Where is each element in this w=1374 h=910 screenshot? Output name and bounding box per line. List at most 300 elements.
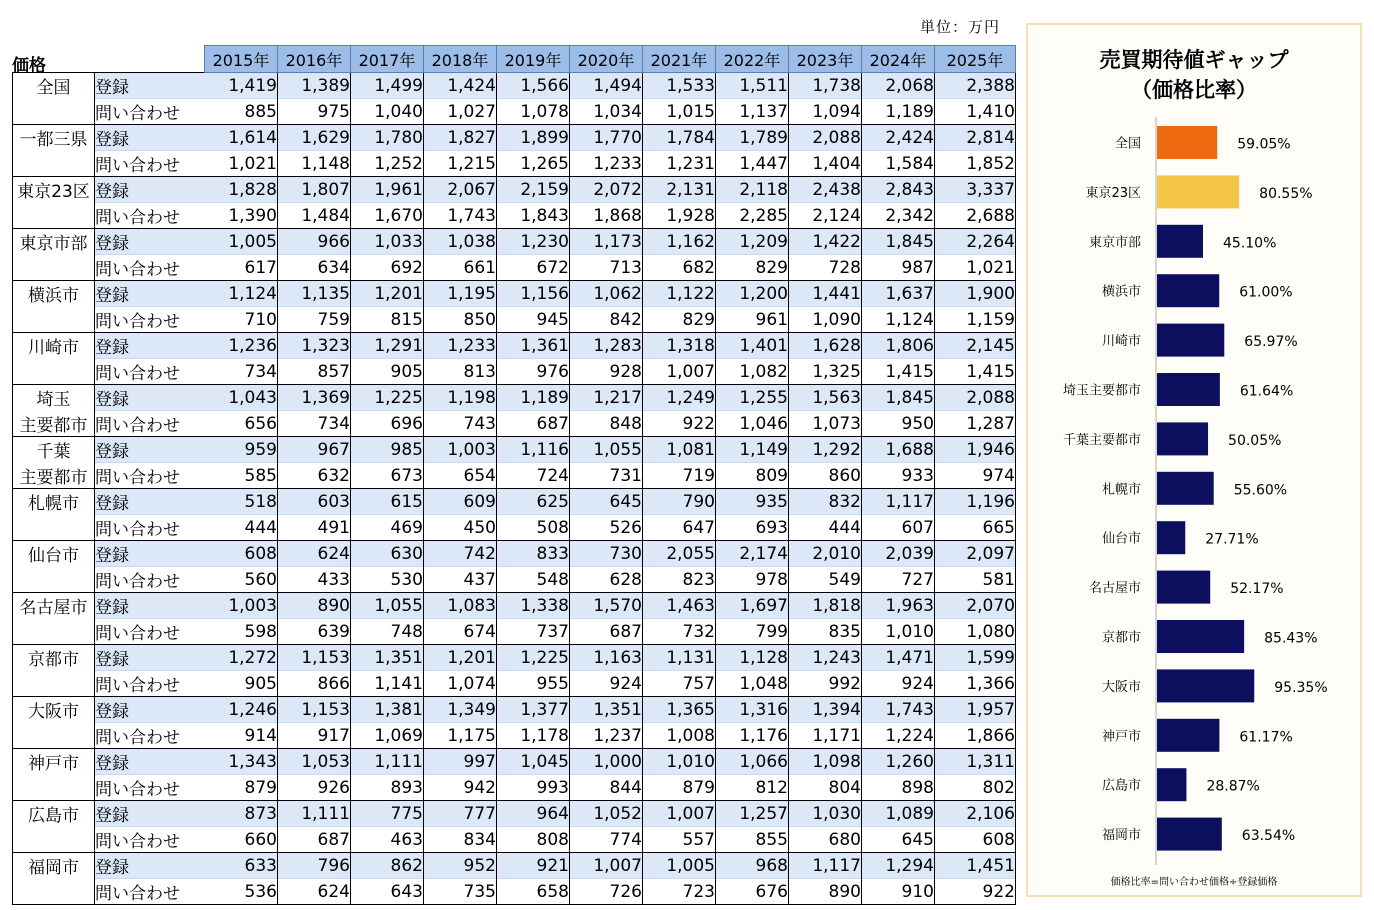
price-cell: 742 [424, 541, 497, 567]
price-cell: 922 [643, 411, 716, 437]
price-cell: 1,233 [424, 333, 497, 359]
price-cell: 710 [205, 307, 278, 333]
price-cell: 645 [570, 489, 643, 515]
price-cell: 1,743 [424, 203, 497, 229]
table-row-registered [13, 73, 1016, 99]
price-cell: 964 [497, 801, 570, 827]
price-cell: 625 [497, 489, 570, 515]
region-name: 東京23区 [13, 177, 95, 203]
price-cell: 924 [570, 671, 643, 697]
table-row-inquiry [13, 671, 1016, 697]
price-cell: 942 [424, 775, 497, 801]
price-cell: 1,287 [935, 411, 1016, 437]
price-cell: 1,225 [351, 385, 424, 411]
price-cell: 748 [351, 619, 424, 645]
price-cell: 1,000 [570, 749, 643, 775]
price-cell: 808 [497, 827, 570, 853]
region-name: 名古屋市 [13, 593, 95, 619]
price-cell: 955 [497, 671, 570, 697]
chart-value-label: 61.00% [1239, 284, 1293, 301]
row-kind-registered: 登録 [95, 593, 205, 619]
price-cell: 1,243 [789, 645, 862, 671]
chart-category-label: 東京23区 [1085, 185, 1141, 201]
price-cell: 692 [351, 255, 424, 281]
region-name [13, 151, 95, 177]
price-cell: 2,174 [716, 541, 789, 567]
price-cell: 656 [205, 411, 278, 437]
chart-bar [1157, 719, 1219, 752]
price-cell: 433 [278, 567, 351, 593]
row-kind-inquiry: 問い合わせ [95, 671, 205, 697]
price-cell: 842 [570, 307, 643, 333]
price-cell: 914 [205, 723, 278, 749]
price-cell: 1,124 [862, 307, 935, 333]
year-header: 2017年 [351, 46, 424, 73]
year-header: 2015年 [205, 46, 278, 73]
chart-footnote: 価格比率=問い合わせ価格÷登録価格 [1110, 877, 1278, 888]
price-cell: 1,094 [789, 99, 862, 125]
row-kind-registered: 登録 [95, 73, 205, 99]
price-cell: 1,946 [935, 437, 1016, 463]
price-cell: 2,068 [862, 73, 935, 99]
price-cell: 1,224 [862, 723, 935, 749]
chart-category-label: 横浜市 [1101, 284, 1141, 300]
price-cell: 1,236 [205, 333, 278, 359]
price-cell: 832 [789, 489, 862, 515]
chart-category-label: 名古屋市 [1088, 581, 1141, 597]
region-name: 全国 [13, 73, 95, 99]
unit-label: 単位：万円 [920, 18, 1001, 36]
price-cell: 1,845 [862, 385, 935, 411]
price-cell: 1,868 [570, 203, 643, 229]
price-cell: 1,381 [351, 697, 424, 723]
price-cell: 687 [497, 411, 570, 437]
chart-category-label: 川崎市 [1101, 334, 1141, 350]
price-cell: 734 [278, 411, 351, 437]
row-kind-registered: 登録 [95, 541, 205, 567]
price-cell: 1,046 [716, 411, 789, 437]
price-cell: 687 [278, 827, 351, 853]
table-row-registered [13, 749, 1016, 775]
row-kind-inquiry: 問い合わせ [95, 879, 205, 905]
chart-bar [1157, 571, 1210, 604]
row-kind-inquiry: 問い合わせ [95, 723, 205, 749]
price-cell: 898 [862, 775, 935, 801]
chart-category-label: 広島市 [1101, 778, 1141, 794]
price-cell: 1,351 [570, 697, 643, 723]
table-row-registered [13, 645, 1016, 671]
price-cell: 1,215 [424, 151, 497, 177]
price-cell: 1,265 [497, 151, 570, 177]
table-row-registered [13, 801, 1016, 827]
row-kind-registered: 登録 [95, 437, 205, 463]
row-kind-registered: 登録 [95, 697, 205, 723]
price-cell: 1,377 [497, 697, 570, 723]
table-row-inquiry [13, 463, 1016, 489]
region-name [13, 671, 95, 697]
price-cell: 848 [570, 411, 643, 437]
price-cell: 2,097 [935, 541, 1016, 567]
price-cell: 560 [205, 567, 278, 593]
price-cell: 1,111 [278, 801, 351, 827]
chart-bar [1157, 422, 1208, 455]
region-name [13, 827, 95, 853]
row-kind-inquiry: 問い合わせ [95, 619, 205, 645]
chart-bar [1157, 768, 1186, 801]
price-cell: 585 [205, 463, 278, 489]
price-cell: 1,033 [351, 229, 424, 255]
price-cell: 1,323 [278, 333, 351, 359]
price-cell: 1,111 [351, 749, 424, 775]
chart-value-label: 50.05% [1228, 432, 1282, 449]
price-cell: 968 [716, 853, 789, 879]
region-name: 主要都市 [13, 463, 95, 489]
region-name [13, 99, 95, 125]
price-cell: 974 [935, 463, 1016, 489]
price-cell: 1,189 [497, 385, 570, 411]
price-cell: 1,410 [935, 99, 1016, 125]
price-cell: 1,852 [935, 151, 1016, 177]
price-cell: 1,162 [643, 229, 716, 255]
price-cell: 1,697 [716, 593, 789, 619]
price-cell: 2,688 [935, 203, 1016, 229]
chart-category-label: 仙台市 [1101, 531, 1141, 547]
price-cell: 1,196 [935, 489, 1016, 515]
price-cell: 1,338 [497, 593, 570, 619]
price-cell: 549 [789, 567, 862, 593]
chart-bar [1157, 472, 1214, 505]
year-header: 2016年 [278, 46, 351, 73]
price-cell: 608 [205, 541, 278, 567]
price-cell: 696 [351, 411, 424, 437]
price-cell: 890 [789, 879, 862, 905]
price-cell: 2,264 [935, 229, 1016, 255]
price-cell: 2,814 [935, 125, 1016, 151]
price-cell: 1,463 [643, 593, 716, 619]
region-name: 神戸市 [13, 749, 95, 775]
price-cell: 866 [278, 671, 351, 697]
row-kind-registered: 登録 [95, 333, 205, 359]
price-cell: 1,008 [643, 723, 716, 749]
price-cell: 713 [570, 255, 643, 281]
price-cell: 647 [643, 515, 716, 541]
price-cell: 967 [278, 437, 351, 463]
price-cell: 1,090 [789, 307, 862, 333]
year-header: 2022年 [716, 46, 789, 73]
price-cell: 1,494 [570, 73, 643, 99]
region-name [13, 723, 95, 749]
chart-bar [1157, 274, 1219, 307]
row-kind-registered: 登録 [95, 749, 205, 775]
price-cell: 1,233 [570, 151, 643, 177]
price-cell: 1,148 [278, 151, 351, 177]
price-cell: 777 [424, 801, 497, 827]
year-header: 2018年 [424, 46, 497, 73]
price-cell: 1,055 [570, 437, 643, 463]
price-cell: 598 [205, 619, 278, 645]
price-cell: 1,325 [789, 359, 862, 385]
price-cell: 1,272 [205, 645, 278, 671]
price-cell: 1,159 [935, 307, 1016, 333]
price-cell: 879 [643, 775, 716, 801]
chart-bar [1157, 818, 1222, 851]
price-cell: 1,252 [351, 151, 424, 177]
price-cell: 2,010 [789, 541, 862, 567]
price-cell: 645 [862, 827, 935, 853]
price-cell: 1,349 [424, 697, 497, 723]
price-cell: 857 [278, 359, 351, 385]
region-name: 京都市 [13, 645, 95, 671]
gap-bar-chart [1028, 25, 1360, 895]
price-cell: 1,078 [497, 99, 570, 125]
price-cell: 1,770 [570, 125, 643, 151]
price-cell: 804 [789, 775, 862, 801]
chart-bar [1157, 324, 1224, 357]
table-row-registered [13, 697, 1016, 723]
price-cell: 1,117 [862, 489, 935, 515]
price-cell: 959 [205, 437, 278, 463]
price-cell: 1,614 [205, 125, 278, 151]
price-cell: 1,928 [643, 203, 716, 229]
price-cell: 1,419 [205, 73, 278, 99]
table-row-inquiry [13, 359, 1016, 385]
row-kind-inquiry: 問い合わせ [95, 203, 205, 229]
price-cell: 617 [205, 255, 278, 281]
price-cell: 1,441 [789, 281, 862, 307]
chart-value-label: 65.97% [1244, 334, 1298, 351]
price-cell: 1,128 [716, 645, 789, 671]
price-cell: 1,361 [497, 333, 570, 359]
region-name [13, 567, 95, 593]
price-cell: 890 [278, 593, 351, 619]
region-name: 大阪市 [13, 697, 95, 723]
table-row-inquiry [13, 827, 1016, 853]
chart-title-line2: （価格比率） [1131, 78, 1257, 102]
price-cell: 860 [789, 463, 862, 489]
price-cell: 1,249 [643, 385, 716, 411]
price-cell: 1,176 [716, 723, 789, 749]
price-cell: 1,217 [570, 385, 643, 411]
chart-value-label: 59.05% [1237, 136, 1291, 153]
chart-category-label: 札幌市 [1101, 482, 1141, 498]
price-cell: 633 [205, 853, 278, 879]
price-cell: 774 [570, 827, 643, 853]
price-cell: 1,003 [205, 593, 278, 619]
price-cell: 1,365 [643, 697, 716, 723]
price-cell: 615 [351, 489, 424, 515]
row-kind-inquiry: 問い合わせ [95, 515, 205, 541]
price-cell: 1,318 [643, 333, 716, 359]
price-cell: 1,007 [643, 801, 716, 827]
price-cell: 850 [424, 307, 497, 333]
price-cell: 530 [351, 567, 424, 593]
table-body [13, 73, 1016, 905]
price-cell: 1,961 [351, 177, 424, 203]
price-cell: 855 [716, 827, 789, 853]
price-cell: 823 [643, 567, 716, 593]
price-cell: 2,088 [935, 385, 1016, 411]
price-cell: 813 [424, 359, 497, 385]
price-cell: 835 [789, 619, 862, 645]
row-kind-registered: 登録 [95, 229, 205, 255]
price-cell: 2,055 [643, 541, 716, 567]
price-cell: 728 [789, 255, 862, 281]
chart-category-label: 千葉主要都市 [1062, 432, 1141, 448]
chart-category-label: 大阪市 [1101, 679, 1141, 695]
price-cell: 608 [935, 827, 1016, 853]
table-row-registered [13, 541, 1016, 567]
price-cell: 732 [643, 619, 716, 645]
price-cell: 1,404 [789, 151, 862, 177]
chart-bar [1157, 175, 1239, 208]
price-cell: 1,053 [278, 749, 351, 775]
price-cell: 1,030 [789, 801, 862, 827]
price-label: 価格 [12, 56, 46, 76]
price-cell: 1,010 [643, 749, 716, 775]
price-cell: 676 [716, 879, 789, 905]
price-cell: 1,052 [570, 801, 643, 827]
price-cell: 815 [351, 307, 424, 333]
price-cell: 1,225 [497, 645, 570, 671]
price-cell: 2,067 [424, 177, 497, 203]
price-cell: 2,438 [789, 177, 862, 203]
price-cell: 1,021 [205, 151, 278, 177]
price-cell: 2,843 [862, 177, 935, 203]
price-cell: 1,073 [789, 411, 862, 437]
price-cell: 1,283 [570, 333, 643, 359]
price-cell: 1,447 [716, 151, 789, 177]
price-cell: 1,422 [789, 229, 862, 255]
row-kind-registered: 登録 [95, 177, 205, 203]
chart-title-line1: 売買期待値ギャップ [1099, 48, 1289, 72]
row-kind-inquiry: 問い合わせ [95, 775, 205, 801]
price-cell: 1,021 [935, 255, 1016, 281]
price-cell: 723 [643, 879, 716, 905]
price-cell: 1,175 [424, 723, 497, 749]
price-cell: 1,137 [716, 99, 789, 125]
price-cell: 961 [716, 307, 789, 333]
chart-category-label: 京都市 [1101, 630, 1141, 646]
region-name [13, 515, 95, 541]
price-cell: 879 [205, 775, 278, 801]
chart-category-label: 神戸市 [1101, 729, 1141, 745]
price-cell: 581 [935, 567, 1016, 593]
price-cell: 1,081 [643, 437, 716, 463]
year-header: 2021年 [643, 46, 716, 73]
price-cell: 730 [570, 541, 643, 567]
table-row-registered [13, 489, 1016, 515]
price-cell: 1,038 [424, 229, 497, 255]
price-cell: 2,145 [935, 333, 1016, 359]
table-row-registered [13, 333, 1016, 359]
region-name: 一都三県 [13, 125, 95, 151]
price-cell: 833 [497, 541, 570, 567]
price-cell: 1,153 [278, 645, 351, 671]
price-cell: 1,688 [862, 437, 935, 463]
chart-bar [1157, 669, 1254, 702]
price-cell: 1,415 [935, 359, 1016, 385]
price-cell: 1,563 [789, 385, 862, 411]
chart-value-label: 61.64% [1239, 383, 1294, 400]
chart-value-label: 85.43% [1264, 630, 1318, 647]
price-cell: 1,351 [351, 645, 424, 671]
price-cell: 1,117 [789, 853, 862, 879]
price-cell: 1,005 [643, 853, 716, 879]
price-cell: 2,388 [935, 73, 1016, 99]
table-row-inquiry [13, 151, 1016, 177]
table-row-registered [13, 853, 1016, 879]
price-cell: 1,511 [716, 73, 789, 99]
table-row-registered [13, 385, 1016, 411]
price-cell: 1,141 [351, 671, 424, 697]
year-header-row [13, 46, 1016, 73]
table-row-registered [13, 125, 1016, 151]
price-cell: 1,131 [643, 645, 716, 671]
price-cell: 1,189 [862, 99, 935, 125]
price-cell: 966 [278, 229, 351, 255]
price-cell: 658 [497, 879, 570, 905]
price-cell: 639 [278, 619, 351, 645]
price-cell: 2,070 [935, 593, 1016, 619]
price-cell: 1,294 [862, 853, 935, 879]
price-cell: 1,291 [351, 333, 424, 359]
price-cell: 624 [278, 541, 351, 567]
price-cell: 1,003 [424, 437, 497, 463]
price-cell: 1,149 [716, 437, 789, 463]
price-cell: 1,828 [205, 177, 278, 203]
price-cell: 643 [351, 879, 424, 905]
price-cell: 665 [935, 515, 1016, 541]
region-name: 千葉 [13, 437, 95, 463]
row-kind-inquiry: 問い合わせ [95, 307, 205, 333]
gap-chart-panel [1026, 23, 1362, 897]
price-cell: 1,584 [862, 151, 935, 177]
price-cell: 1,062 [570, 281, 643, 307]
price-cell: 2,039 [862, 541, 935, 567]
price-cell: 1,178 [497, 723, 570, 749]
region-name: 川崎市 [13, 333, 95, 359]
region-name: 横浜市 [13, 281, 95, 307]
table-row-inquiry [13, 255, 1016, 281]
price-cell: 673 [351, 463, 424, 489]
price-cell: 444 [789, 515, 862, 541]
price-cell: 2,124 [789, 203, 862, 229]
region-name [13, 203, 95, 229]
price-cell: 1,806 [862, 333, 935, 359]
price-cell: 2,285 [716, 203, 789, 229]
region-name: 東京市部 [13, 229, 95, 255]
price-cell: 976 [497, 359, 570, 385]
price-cell: 1,089 [862, 801, 935, 827]
price-cell: 1,255 [716, 385, 789, 411]
year-header: 2024年 [862, 46, 935, 73]
chart-bar [1157, 126, 1217, 159]
price-cell: 1,628 [789, 333, 862, 359]
price-cell: 812 [716, 775, 789, 801]
price-cell: 437 [424, 567, 497, 593]
price-cell: 935 [716, 489, 789, 515]
price-cell: 1,670 [351, 203, 424, 229]
price-cell: 450 [424, 515, 497, 541]
chart-value-label: 28.87% [1206, 778, 1260, 795]
price-cell: 1,807 [278, 177, 351, 203]
price-cell: 1,637 [862, 281, 935, 307]
price-cell: 1,599 [935, 645, 1016, 671]
price-cell: 790 [643, 489, 716, 515]
price-cell: 1,390 [205, 203, 278, 229]
price-cell: 873 [205, 801, 278, 827]
row-kind-registered: 登録 [95, 125, 205, 151]
